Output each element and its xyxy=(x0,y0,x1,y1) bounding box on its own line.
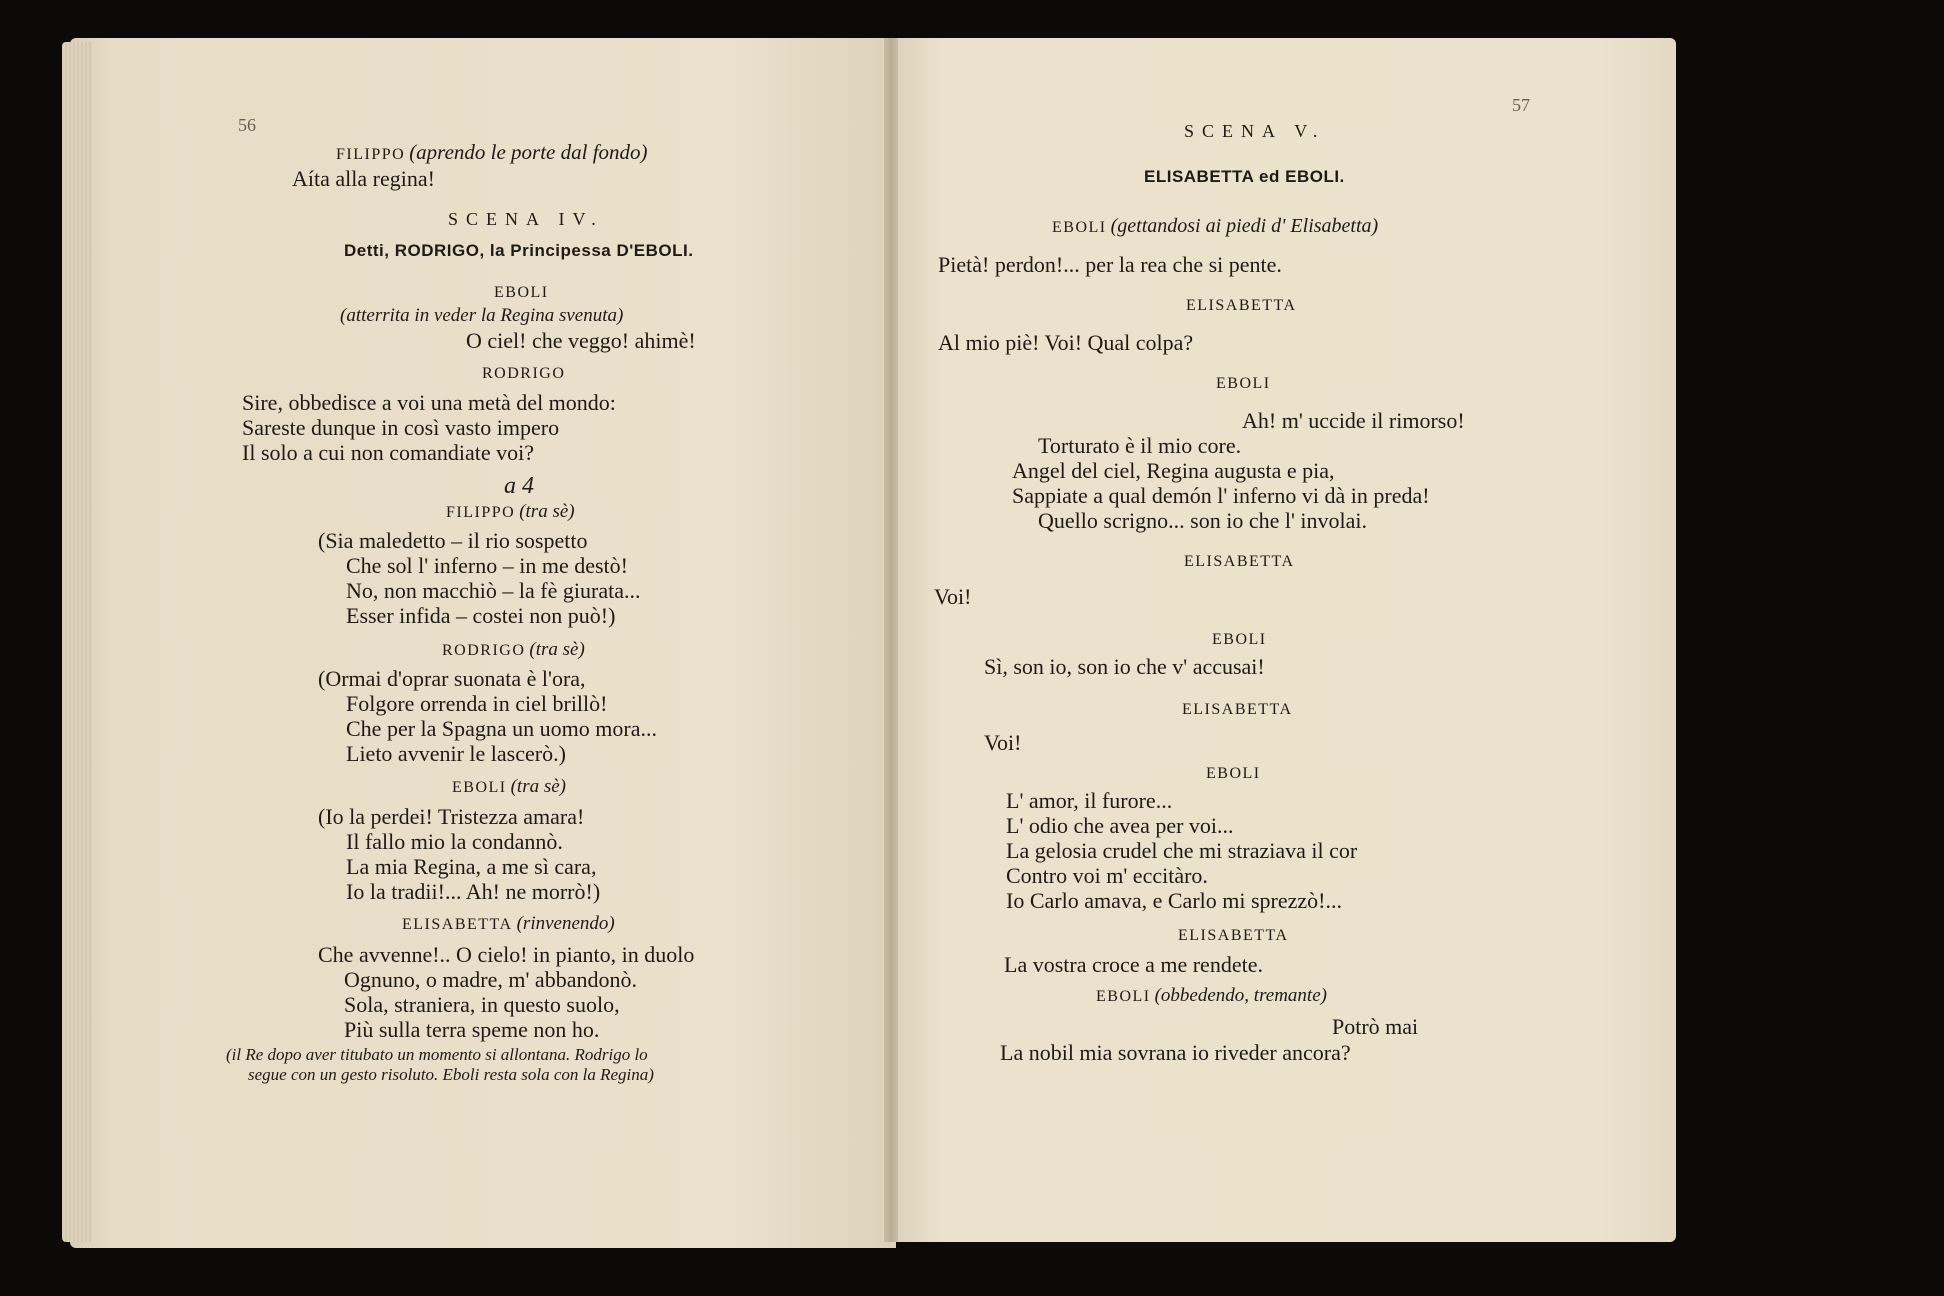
speaker-name: FILIPPO xyxy=(336,146,406,163)
stage-direction-block: segue con un gesto risoluto. Eboli resta sola con la Regina) xyxy=(248,1065,654,1084)
verse-line: La gelosia crudel che mi straziava il cor xyxy=(1006,838,1358,863)
verse-line: (Io la perdei! Tristezza amara! xyxy=(318,804,585,829)
speech-cue xyxy=(402,914,615,933)
speaker-name: ELISABETTA xyxy=(1182,701,1293,718)
speech-cue xyxy=(336,142,648,163)
page-number: 56 xyxy=(238,115,256,135)
verse-line: Torturato è il mio core. xyxy=(1038,433,1242,458)
verse-line: Folgore orrenda in ciel brillò! xyxy=(346,691,608,716)
verse-line: (Sia maledetto – il rio sospetto xyxy=(318,528,588,553)
speech-cue xyxy=(1052,216,1378,236)
stage-direction-block: (il Re dopo aver titubato un momento si allontana. Rodrigo lo xyxy=(226,1045,648,1064)
scene-characters: ELISABETTA ed EBOLI. xyxy=(1144,167,1345,186)
verse-line: Il solo a cui non comandiate voi? xyxy=(242,440,535,465)
verse-line: Il fallo mio la condannò. xyxy=(346,829,563,854)
verse-line: L' amor, il furore... xyxy=(1006,788,1173,813)
speaker-name: ELISABETTA xyxy=(1184,553,1295,570)
verse-line: Io la tradii!... Ah! ne morrò!) xyxy=(346,879,601,904)
speaker-name: EBOLI xyxy=(494,284,549,301)
verse-line: L' odio che avea per voi... xyxy=(1006,813,1234,838)
speaker-name: ELISABETTA xyxy=(402,916,513,933)
stage-direction: (atterrita in veder la Regina svenuta) xyxy=(340,305,624,326)
verse-line: La mia Regina, a me sì cara, xyxy=(346,854,597,879)
verse-line: Aíta alla regina! xyxy=(292,166,435,191)
verse-line: Lieto avvenir le lascerò.) xyxy=(346,741,566,766)
verse-line: Sire, obbedisce a voi una metà del mondo: xyxy=(242,390,616,415)
verse-line: Contro voi m' eccitàro. xyxy=(1006,863,1208,888)
verse-line: Quello scrigno... son io che l' involai. xyxy=(1038,508,1368,533)
speaker-name: EBOLI xyxy=(1052,219,1107,236)
stage-direction: (tra sè) xyxy=(519,501,575,522)
verse-line: Sappiate a qual demón l' inferno vi dà in preda! xyxy=(1012,483,1430,508)
verse-line: Sola, straniera, in questo suolo, xyxy=(344,992,620,1017)
stage-direction: (rinvenendo) xyxy=(516,913,615,934)
verse-line: Ah! m' uccide il rimorso! xyxy=(1242,408,1465,433)
verse-line: Che sol l' inferno – in me destò! xyxy=(346,553,628,578)
speaker-name: EBOLI xyxy=(1096,988,1151,1005)
verse-line: O ciel! che veggo! ahimè! xyxy=(466,328,696,353)
stage-direction: (tra sè) xyxy=(529,639,585,660)
verse-line: Al mio piè! Voi! Qual colpa? xyxy=(938,330,1194,355)
stage-direction: (obbedendo, tremante) xyxy=(1154,985,1327,1006)
verse-line: La nobil mia sovrana io riveder ancora? xyxy=(1000,1040,1351,1065)
verse-line: Che per la Spagna un uomo mora... xyxy=(346,716,657,741)
book-gutter xyxy=(884,38,898,1242)
stage-direction: (aprendo le porte dal fondo) xyxy=(409,140,648,164)
verse-line: (Ormai d'oprar suonata è l'ora, xyxy=(318,666,586,691)
verse-line: No, non macchiò – la fè giurata... xyxy=(346,578,641,603)
ensemble-marking: a 4 xyxy=(504,473,534,499)
speech-cue xyxy=(442,640,585,659)
scene-heading: SCENA IV. xyxy=(448,209,604,229)
verse-line: Ognuno, o madre, m' abbandonò. xyxy=(344,967,637,992)
speaker-name: ELISABETTA xyxy=(1186,297,1297,314)
verse-line: Voi! xyxy=(934,584,972,609)
verse-line: Potrò mai xyxy=(1332,1014,1419,1039)
speaker-name: ELISABETTA xyxy=(1178,927,1289,944)
speaker-name: FILIPPO xyxy=(446,504,516,521)
verse-line: Che avvenne!.. O cielo! in pianto, in duolo xyxy=(318,942,695,967)
speaker-name: RODRIGO xyxy=(442,642,526,659)
scene-characters: Detti, RODRIGO, la Principessa D'EBOLI. xyxy=(344,241,694,260)
speaker-name: EBOLI xyxy=(1212,631,1267,648)
speech-cue xyxy=(446,502,575,521)
verse-line: Più sulla terra speme non ho. xyxy=(344,1017,600,1042)
speech-cue xyxy=(1096,986,1327,1005)
verse-line: Angel del ciel, Regina augusta e pia, xyxy=(1012,458,1335,483)
verse-line: Voi! xyxy=(984,730,1022,755)
speaker-name: RODRIGO xyxy=(482,365,566,382)
speaker-name: EBOLI xyxy=(452,779,507,796)
verse-line: Pietà! perdon!... per la rea che si pente. xyxy=(938,252,1282,277)
page-number: 57 xyxy=(1512,95,1530,115)
verse-line: Io Carlo amava, e Carlo mi sprezzò!... xyxy=(1006,888,1342,913)
verse-line: Esser infida – costei non può!) xyxy=(346,603,616,628)
stage-direction: (tra sè) xyxy=(510,776,567,797)
verse-line: Sì, son io, son io che v' accusai! xyxy=(984,654,1265,679)
stage-direction: (gettandosi ai piedi d' Elisabetta) xyxy=(1110,215,1379,237)
speech-cue xyxy=(452,777,566,796)
verse-line: La vostra croce a me rendete. xyxy=(1004,952,1263,977)
scene-heading: SCENA V. xyxy=(1184,121,1326,141)
speaker-name: EBOLI xyxy=(1216,375,1271,392)
speaker-name: EBOLI xyxy=(1206,765,1261,782)
verse-line: Sareste dunque in così vasto impero xyxy=(242,415,560,440)
